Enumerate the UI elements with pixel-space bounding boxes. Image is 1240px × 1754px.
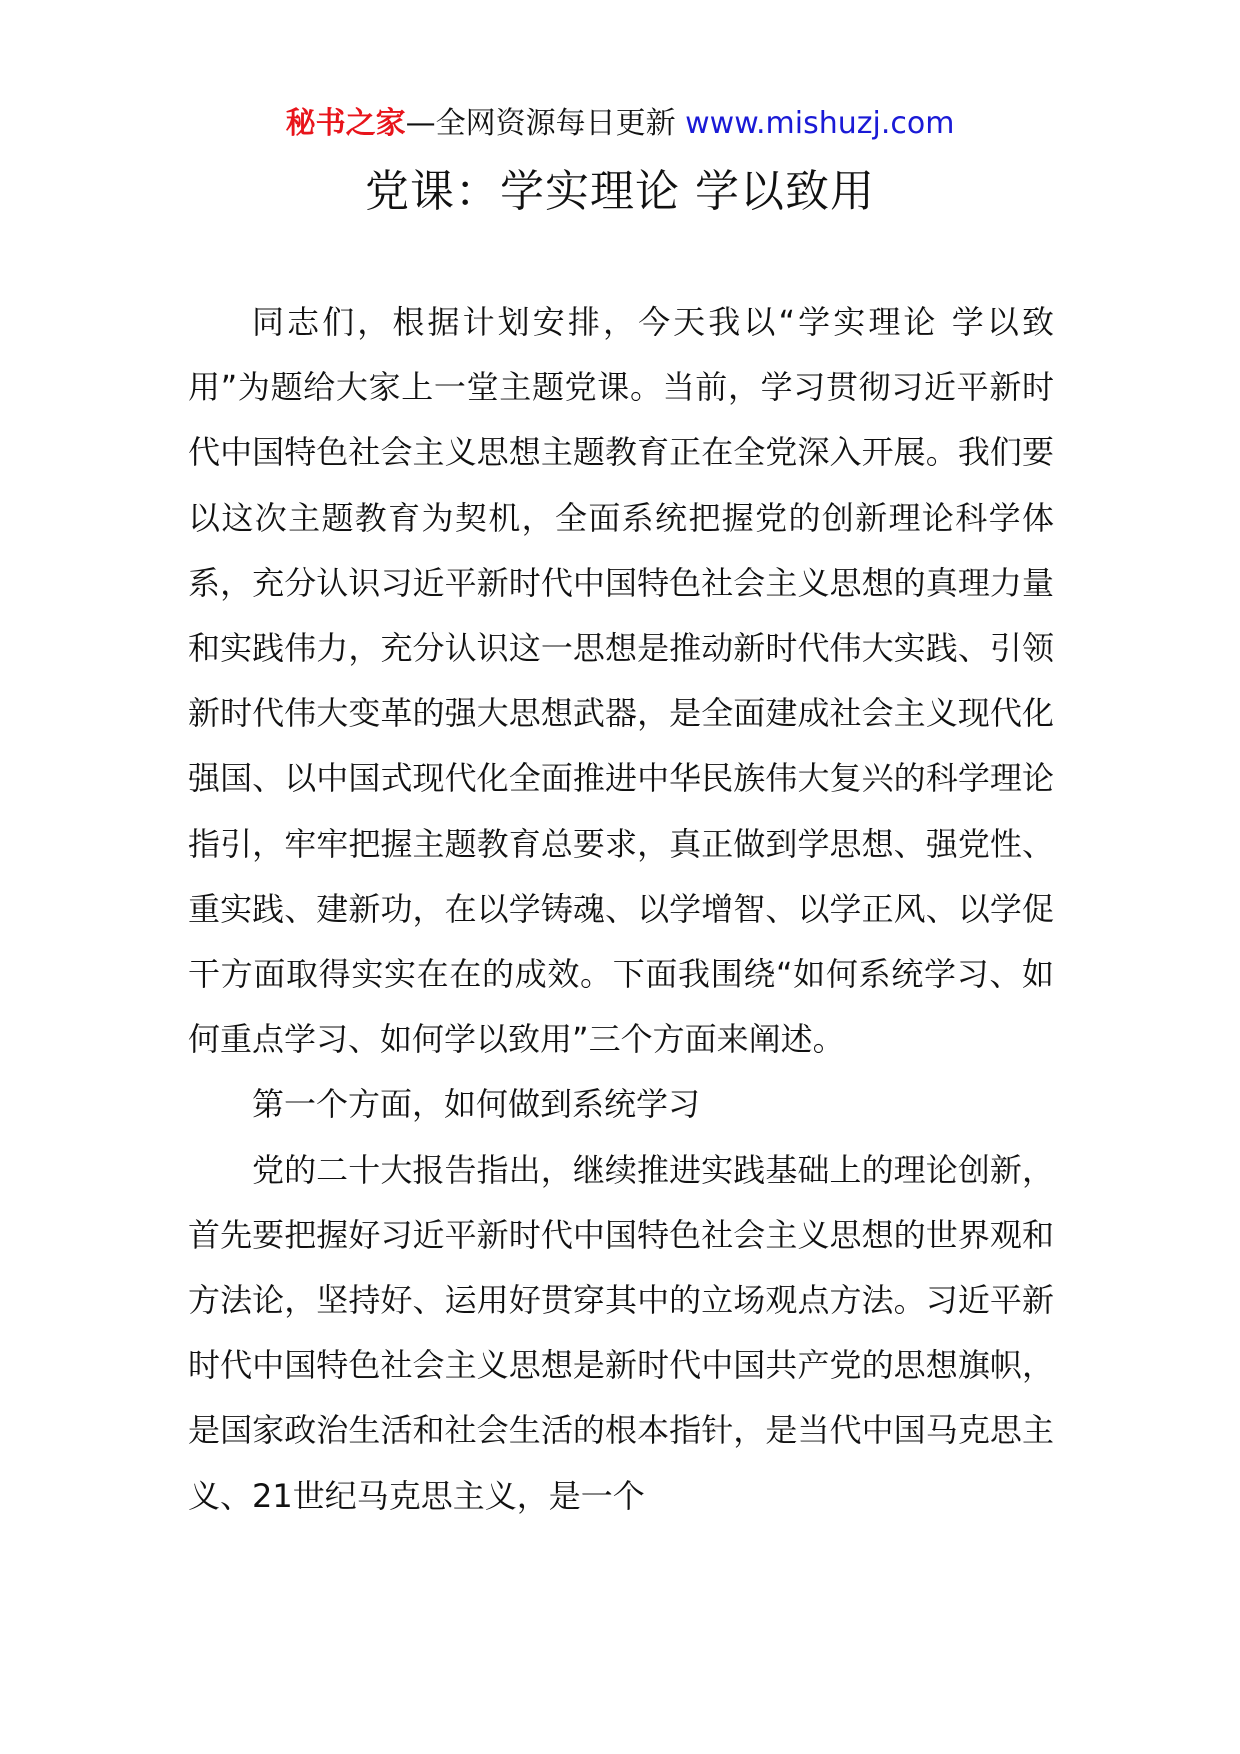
paragraph-section-1: 党的二十大报告指出，继续推进实践基础上的理论创新，首先要把握好习近平新时代中国特色社会主义思想的世界观和方法论，坚持好、运用好贯穿其中的立场观点方法。习近平新时代中国特色社会主义思想是新时代中国共产党的思想旗帜，是国家政治生活和社会生活的根本指针，是当代中国马克思主义、21世纪马克思主义，是一个	[188, 1150, 1054, 1515]
brand-name: 秘书之家	[285, 106, 406, 141]
document-body	[188, 290, 1054, 1529]
header-tagline: —全网资源每日更新	[405, 106, 686, 141]
document-title: 党课：学实理论 学以致用	[365, 166, 875, 217]
paragraph-intro: 同志们，根据计划安排，今天我以“学实理论 学以致用”为题给大家上一堂主题党课。当前，学习贯彻习近平新时代中国特色社会主义思想主题教育正在全党深入开展。我们要以这次主题教育为契机，全面系统把握党的创新理论科学体系，充分认识习近平新时代中国特色社会主义思想的真理力量和实践伟力，充分认识这一思想是推动新时代伟大实践、引领新时代伟大变革的强大思想武器，是全面建成社会主义现代化强国、以中国式现代化全面推进中华民族伟大复兴的科学理论指引，牢牢把握主题教育总要求，真正做到学思想、强党性、重实践、建新功，在以学铸魂、以学增智、以学正风、以学促干方面取得实实在在的成效。下面我围绕“如何系统学习、如何重点学习、如何学以致用”三个方面来阐述。	[188, 303, 1054, 1059]
site-header	[0, 102, 1240, 146]
section-heading-1: 第一个方面，如何做到系统学习	[252, 1085, 701, 1124]
site-url-link[interactable]: www.mishuzj.com	[685, 106, 955, 141]
